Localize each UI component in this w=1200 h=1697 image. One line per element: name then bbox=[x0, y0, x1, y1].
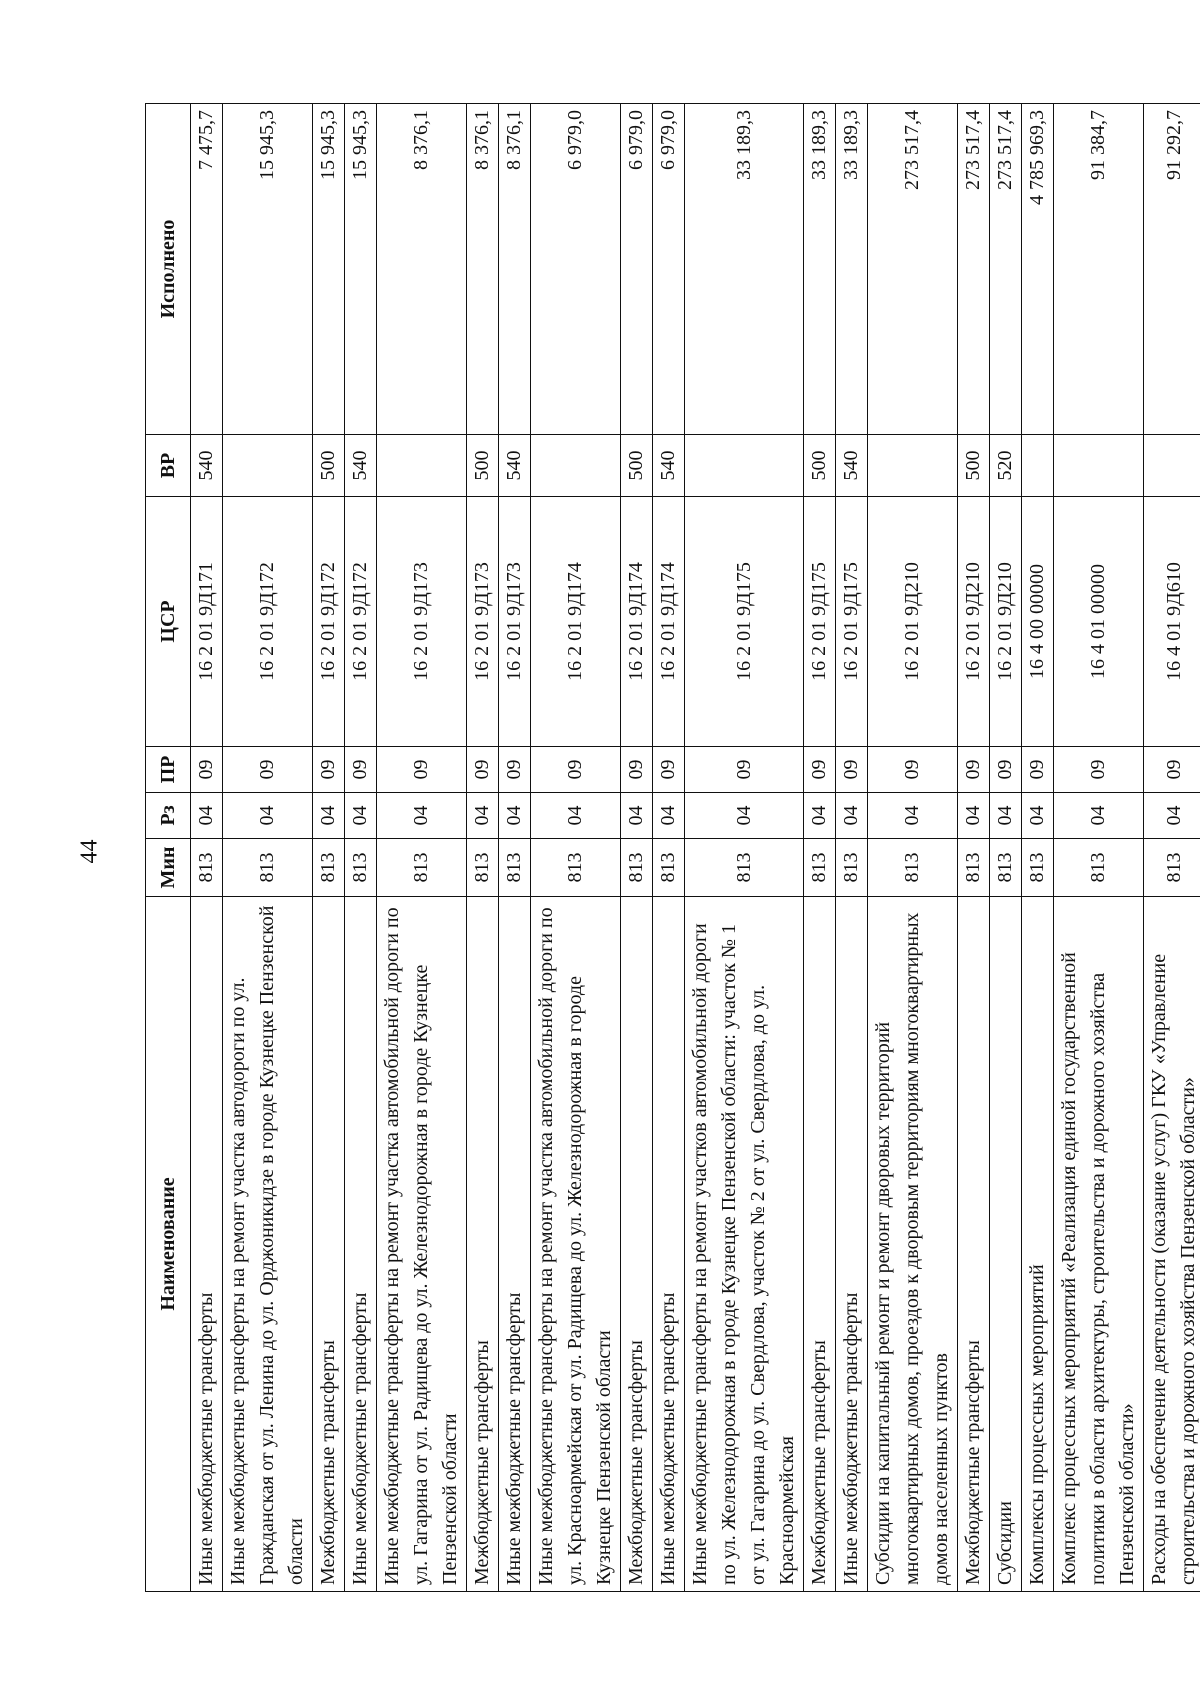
cell-vr bbox=[685, 435, 804, 497]
column-header-name: Наименование bbox=[146, 897, 191, 1592]
cell-min: 813 bbox=[467, 839, 499, 897]
cell-rz: 04 bbox=[313, 793, 345, 839]
cell-executed: 91 292,7 bbox=[1144, 104, 1200, 435]
cell-pr: 09 bbox=[990, 747, 1022, 793]
table-row bbox=[1144, 104, 1200, 1592]
cell-vr: 540 bbox=[345, 435, 377, 497]
cell-csr: 16 2 01 9Д172 bbox=[313, 497, 345, 747]
cell-rz: 04 bbox=[836, 793, 868, 839]
cell-pr: 09 bbox=[836, 747, 868, 793]
cell-min: 813 bbox=[223, 839, 313, 897]
cell-csr: 16 2 01 9Д175 bbox=[685, 497, 804, 747]
table-row bbox=[836, 104, 868, 1592]
cell-vr: 500 bbox=[804, 435, 836, 497]
cell-pr: 09 bbox=[804, 747, 836, 793]
cell-min: 813 bbox=[1054, 839, 1144, 897]
cell-csr: 16 2 01 9Д210 bbox=[868, 497, 958, 747]
cell-name: Иные межбюджетные трансферты bbox=[499, 897, 531, 1592]
table-header-row bbox=[146, 104, 191, 1592]
cell-min: 813 bbox=[1144, 839, 1200, 897]
cell-name: Субсидии bbox=[990, 897, 1022, 1592]
cell-vr: 520 bbox=[990, 435, 1022, 497]
table-row bbox=[531, 104, 621, 1592]
cell-rz: 04 bbox=[868, 793, 958, 839]
cell-min: 813 bbox=[345, 839, 377, 897]
cell-name: Иные межбюджетные трансферты bbox=[836, 897, 868, 1592]
cell-csr: 16 2 01 9Д173 bbox=[377, 497, 467, 747]
cell-min: 813 bbox=[653, 839, 685, 897]
cell-executed: 15 945,3 bbox=[313, 104, 345, 435]
cell-name: Комплекс процессных мероприятий «Реализация единой государственной политики в области архитектуры, строительства и дорожного хозяйства Пензенской области» bbox=[1054, 897, 1144, 1592]
cell-min: 813 bbox=[685, 839, 804, 897]
cell-min: 813 bbox=[531, 839, 621, 897]
table-row bbox=[653, 104, 685, 1592]
cell-min: 813 bbox=[836, 839, 868, 897]
cell-pr: 09 bbox=[1144, 747, 1200, 793]
cell-name: Субсидии на капитальный ремонт и ремонт дворовых территорий многоквартирных домов, проездов к дворовым территориям многоквартирных домов населенных пунктов bbox=[868, 897, 958, 1592]
cell-executed: 15 945,3 bbox=[345, 104, 377, 435]
cell-name: Иные межбюджетные трансферты на ремонт участков автомобильной дороги по ул. Железнодорожная в городе Кузнецке Пензенской области: участок № 1 от ул. Гагарина до ул. Свердлова, участок № 2 от ул. Свердлова, до ул. Красноармейская bbox=[685, 897, 804, 1592]
column-header-vr: ВР bbox=[146, 435, 191, 497]
cell-csr: 16 2 01 9Д210 bbox=[990, 497, 1022, 747]
cell-rz: 04 bbox=[804, 793, 836, 839]
cell-min: 813 bbox=[990, 839, 1022, 897]
cell-name: Расходы на обеспечение деятельности (оказание услуг) ГКУ «Управление строительства и дорожного хозяйства Пензенской области» bbox=[1144, 897, 1200, 1592]
cell-pr: 09 bbox=[467, 747, 499, 793]
cell-min: 813 bbox=[621, 839, 653, 897]
cell-vr: 540 bbox=[499, 435, 531, 497]
cell-rz: 04 bbox=[499, 793, 531, 839]
cell-csr: 16 4 01 9Д610 bbox=[1144, 497, 1200, 747]
table-row bbox=[313, 104, 345, 1592]
cell-pr: 09 bbox=[653, 747, 685, 793]
cell-rz: 04 bbox=[223, 793, 313, 839]
cell-executed: 8 376,1 bbox=[377, 104, 467, 435]
cell-csr: 16 4 00 00000 bbox=[1022, 497, 1054, 747]
cell-csr: 16 4 01 00000 bbox=[1054, 497, 1144, 747]
cell-csr: 16 2 01 9Д175 bbox=[804, 497, 836, 747]
column-header-csr: ЦСР bbox=[146, 497, 191, 747]
column-header-min: Мин bbox=[146, 839, 191, 897]
cell-csr: 16 2 01 9Д173 bbox=[467, 497, 499, 747]
cell-name: Межбюджетные трансферты bbox=[804, 897, 836, 1592]
table-row bbox=[804, 104, 836, 1592]
cell-name: Межбюджетные трансферты bbox=[467, 897, 499, 1592]
cell-vr: 500 bbox=[313, 435, 345, 497]
cell-vr bbox=[868, 435, 958, 497]
cell-csr: 16 2 01 9Д173 bbox=[499, 497, 531, 747]
cell-executed: 6 979,0 bbox=[531, 104, 621, 435]
cell-rz: 04 bbox=[958, 793, 990, 839]
cell-executed: 6 979,0 bbox=[621, 104, 653, 435]
table-row bbox=[685, 104, 804, 1592]
cell-name: Иные межбюджетные трансферты на ремонт участка автодороги по ул. Гражданская от ул. Ленина до ул. Орджоникидзе в городе Кузнецке Пензенской области bbox=[223, 897, 313, 1592]
cell-rz: 04 bbox=[1022, 793, 1054, 839]
table-row bbox=[467, 104, 499, 1592]
cell-executed: 8 376,1 bbox=[499, 104, 531, 435]
cell-rz: 04 bbox=[345, 793, 377, 839]
cell-csr: 16 2 01 9Д172 bbox=[345, 497, 377, 747]
table-row bbox=[621, 104, 653, 1592]
cell-name: Иные межбюджетные трансферты на ремонт участка автомобильной дороги по ул. Гагарина от ул. Радищева до ул. Железнодорожная в городе Кузнецке Пензенской области bbox=[377, 897, 467, 1592]
budget-table bbox=[145, 103, 1200, 1592]
table-row bbox=[377, 104, 467, 1592]
cell-name: Иные межбюджетные трансферты на ремонт участка автомобильной дороги по ул. Красноармейская от ул. Радищева до ул. Железнодорожная в городе Кузнецке Пензенской области bbox=[531, 897, 621, 1592]
cell-pr: 09 bbox=[345, 747, 377, 793]
table-row bbox=[499, 104, 531, 1592]
table-row bbox=[868, 104, 958, 1592]
cell-min: 813 bbox=[868, 839, 958, 897]
column-header-executed: Исполнено bbox=[146, 104, 191, 435]
table-row bbox=[1054, 104, 1144, 1592]
cell-name: Межбюджетные трансферты bbox=[958, 897, 990, 1592]
cell-min: 813 bbox=[804, 839, 836, 897]
cell-vr bbox=[1144, 435, 1200, 497]
table-row bbox=[958, 104, 990, 1592]
cell-pr: 09 bbox=[685, 747, 804, 793]
cell-rz: 04 bbox=[531, 793, 621, 839]
cell-min: 813 bbox=[377, 839, 467, 897]
cell-csr: 16 2 01 9Д174 bbox=[653, 497, 685, 747]
cell-pr: 09 bbox=[191, 747, 223, 793]
cell-executed: 33 189,3 bbox=[836, 104, 868, 435]
cell-executed: 273 517,4 bbox=[868, 104, 958, 435]
cell-vr bbox=[223, 435, 313, 497]
cell-name: Межбюджетные трансферты bbox=[313, 897, 345, 1592]
cell-csr: 16 2 01 9Д171 bbox=[191, 497, 223, 747]
cell-vr bbox=[1054, 435, 1144, 497]
cell-executed: 4 785 969,3 bbox=[1022, 104, 1054, 435]
cell-min: 813 bbox=[191, 839, 223, 897]
page-number: 44 bbox=[76, 839, 103, 864]
cell-min: 813 bbox=[499, 839, 531, 897]
cell-rz: 04 bbox=[377, 793, 467, 839]
cell-rz: 04 bbox=[685, 793, 804, 839]
cell-min: 813 bbox=[1022, 839, 1054, 897]
table-row bbox=[191, 104, 223, 1592]
cell-csr: 16 2 01 9Д210 bbox=[958, 497, 990, 747]
cell-name: Комплексы процессных мероприятий bbox=[1022, 897, 1054, 1592]
cell-pr: 09 bbox=[1054, 747, 1144, 793]
cell-rz: 04 bbox=[653, 793, 685, 839]
column-header-rz: Рз bbox=[146, 793, 191, 839]
cell-executed: 6 979,0 bbox=[653, 104, 685, 435]
table-row bbox=[1022, 104, 1054, 1592]
cell-vr bbox=[531, 435, 621, 497]
cell-pr: 09 bbox=[223, 747, 313, 793]
cell-csr: 16 2 01 9Д174 bbox=[531, 497, 621, 747]
cell-name: Межбюджетные трансферты bbox=[621, 897, 653, 1592]
cell-vr: 540 bbox=[836, 435, 868, 497]
cell-executed: 91 384,7 bbox=[1054, 104, 1144, 435]
cell-rz: 04 bbox=[467, 793, 499, 839]
cell-name: Иные межбюджетные трансферты bbox=[191, 897, 223, 1592]
cell-pr: 09 bbox=[531, 747, 621, 793]
cell-name: Иные межбюджетные трансферты bbox=[653, 897, 685, 1592]
cell-executed: 7 475,7 bbox=[191, 104, 223, 435]
table-row bbox=[990, 104, 1022, 1592]
cell-vr: 500 bbox=[958, 435, 990, 497]
cell-rz: 04 bbox=[191, 793, 223, 839]
cell-csr: 16 2 01 9Д175 bbox=[836, 497, 868, 747]
cell-pr: 09 bbox=[377, 747, 467, 793]
cell-csr: 16 2 01 9Д174 bbox=[621, 497, 653, 747]
cell-rz: 04 bbox=[990, 793, 1022, 839]
cell-vr bbox=[377, 435, 467, 497]
cell-min: 813 bbox=[958, 839, 990, 897]
cell-executed: 33 189,3 bbox=[804, 104, 836, 435]
cell-pr: 09 bbox=[621, 747, 653, 793]
cell-executed: 33 189,3 bbox=[685, 104, 804, 435]
cell-csr: 16 2 01 9Д172 bbox=[223, 497, 313, 747]
column-header-pr: ПР bbox=[146, 747, 191, 793]
cell-pr: 09 bbox=[1022, 747, 1054, 793]
cell-pr: 09 bbox=[499, 747, 531, 793]
cell-pr: 09 bbox=[313, 747, 345, 793]
cell-executed: 8 376,1 bbox=[467, 104, 499, 435]
cell-vr: 540 bbox=[191, 435, 223, 497]
cell-pr: 09 bbox=[868, 747, 958, 793]
cell-vr: 500 bbox=[621, 435, 653, 497]
cell-rz: 04 bbox=[1054, 793, 1144, 839]
cell-vr bbox=[1022, 435, 1054, 497]
cell-name: Иные межбюджетные трансферты bbox=[345, 897, 377, 1592]
cell-vr: 500 bbox=[467, 435, 499, 497]
table-row bbox=[223, 104, 313, 1592]
cell-vr: 540 bbox=[653, 435, 685, 497]
cell-executed: 273 517,4 bbox=[990, 104, 1022, 435]
cell-min: 813 bbox=[313, 839, 345, 897]
rotated-table-wrapper bbox=[145, 104, 1199, 1592]
cell-executed: 15 945,3 bbox=[223, 104, 313, 435]
cell-rz: 04 bbox=[1144, 793, 1200, 839]
cell-rz: 04 bbox=[621, 793, 653, 839]
cell-executed: 273 517,4 bbox=[958, 104, 990, 435]
table-row bbox=[345, 104, 377, 1592]
cell-pr: 09 bbox=[958, 747, 990, 793]
